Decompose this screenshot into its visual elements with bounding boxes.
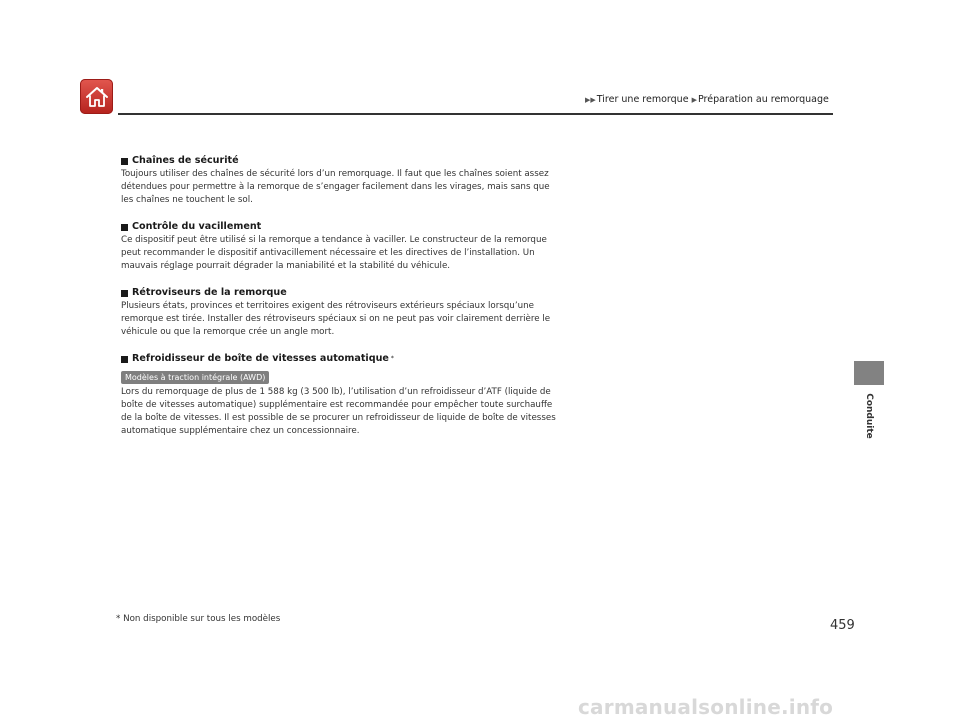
section-trailer-mirrors [121,287,556,339]
arrow-icon: ▶ [691,96,697,104]
home-icon [85,86,109,108]
breadcrumb-item[interactable]: Préparation au remorquage [697,94,829,105]
breadcrumb-item[interactable]: Tirer une remorque [596,94,689,105]
footnote: * Non disponible sur tous les modèles [116,614,281,624]
section-sway-control [121,221,556,273]
section-heading: Chaînes de sécurité [121,155,556,167]
section-heading: Contrôle du vacillement [121,221,556,233]
section-text: Plusieurs états, provinces et territoires exigent des rétroviseurs extérieurs spéciaux lorsqu’une remorque est tirée. Installer des rétroviseurs spéciaux si on ne peut pas voir clairement derrière le véhicule ou que la remorque crée un angle mort. [121,301,551,337]
model-badge: Modèles à traction intégrale (AWD) [121,371,269,384]
watermark: carmanualsonline.info [578,695,834,719]
footnote-marker[interactable]: * [390,355,394,362]
square-bullet-icon [121,158,128,165]
chapter-tab[interactable] [854,361,884,385]
arrow-icon: ▶▶ [585,96,596,104]
section-transmission-cooler [121,353,556,438]
header-rule [118,113,833,115]
breadcrumb [585,94,835,105]
section-text: Lors du remorquage de plus de 1 588 kg (3 500 lb), l’utilisation d’un refroidisseur d’ATF (liquide de boîte de vitesses automatique) supplémentaire est recommandée pour empêcher toute surchauffe de la boîte de vitesses. Il est possible de se procurer un refroidisseur de liquide de boîte de vitesses automatique supplémentaire chez un concessionnaire. [121,387,556,436]
square-bullet-icon [121,356,128,363]
section-heading: Refroidisseur de boîte de vitesses automatique * [121,353,556,365]
square-bullet-icon [121,290,128,297]
section-heading: Rétroviseurs de la remorque [121,287,556,299]
page-number: 459 [830,618,855,633]
section-text: Toujours utiliser des chaînes de sécurité lors d’un remorquage. Il faut que les chaînes soient assez détendues pour permettre à la remorque de s’engager facilement dans les virages, mais sans que les chaînes ne touchent le sol. [121,169,550,205]
square-bullet-icon [121,224,128,231]
section-safety-chains [121,155,556,207]
section-text: Ce dispositif peut être utilisé si la remorque a tendance à vaciller. Le constructeur de la remorque peut recommander le dispositif antivacillement nécessaire et les directives de l’installation. Un mauvais réglage pourrait dégrader la maniabilité et la stabilité du véhicule. [121,235,547,271]
page-content [121,155,556,452]
home-button[interactable] [80,79,113,114]
chapter-label: Conduite [864,393,875,439]
